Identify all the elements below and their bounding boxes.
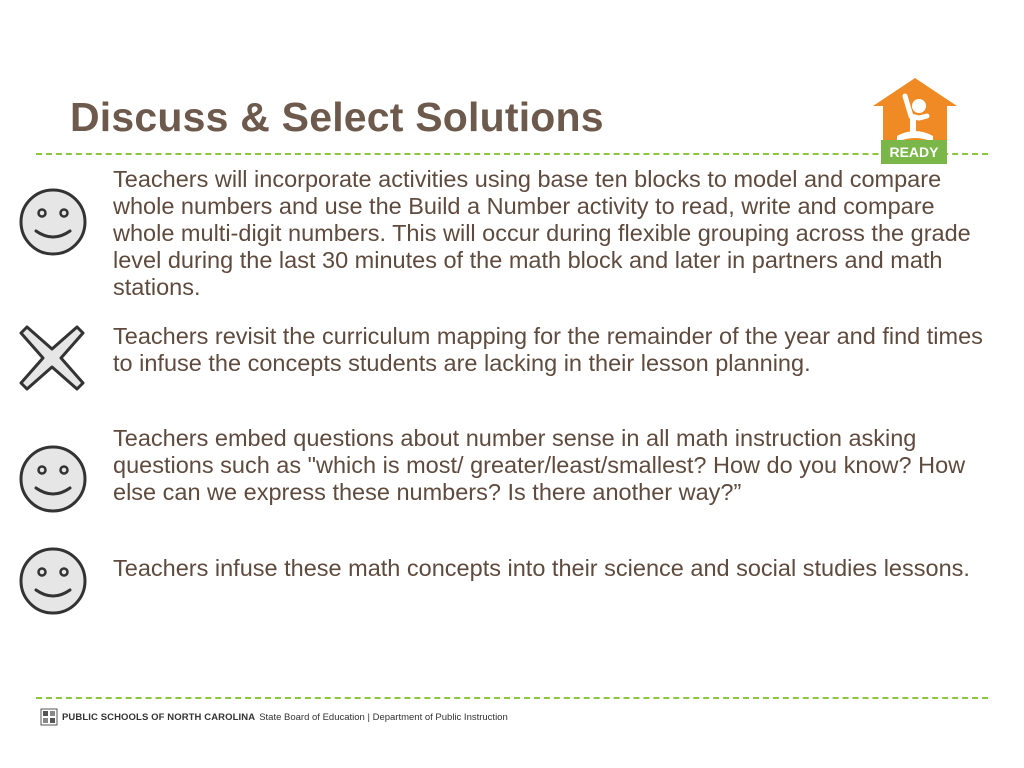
solution-item-4: Teachers infuse these math concepts into their science and social studies lessons.: [113, 555, 970, 581]
smiley-face-icon: [18, 187, 88, 257]
top-divider: [36, 153, 988, 155]
footer: [40, 708, 508, 726]
x-mark-icon: [17, 323, 87, 393]
bottom-divider: [36, 697, 988, 699]
solution-item-3: Teachers embed questions about number sense in all math instruction asking questions such as "which is most/ greater/least/smallest? How do you know? How else can we express these numbers? Is there another way?”: [113, 425, 966, 505]
logo-label: READY: [889, 144, 939, 160]
smiley-face-icon: [18, 546, 88, 616]
smiley-face-icon: [18, 444, 88, 514]
solution-item-2: Teachers revisit the curriculum mapping for the remainder of the year and find times to infuse the concepts students are lacking in their lesson planning.: [113, 323, 983, 376]
ready-logo-icon: [873, 76, 957, 166]
footer-rest: State Board of Education | Department of Public Instruction: [259, 711, 508, 723]
slide-title: Discuss & Select Solutions: [70, 94, 604, 140]
nc-seal-icon: [40, 708, 58, 726]
footer-org: PUBLIC SCHOOLS OF NORTH CAROLINA: [62, 711, 256, 723]
solution-item-1: Teachers will incorporate activities using base ten blocks to model and compare whole numbers and use the Build a Number activity to read, write and compare whole multi-digit numbers. This will occur during flexible grouping across the grade level during the last 30 minutes of the math block and later in partners and math stations.: [113, 166, 971, 300]
